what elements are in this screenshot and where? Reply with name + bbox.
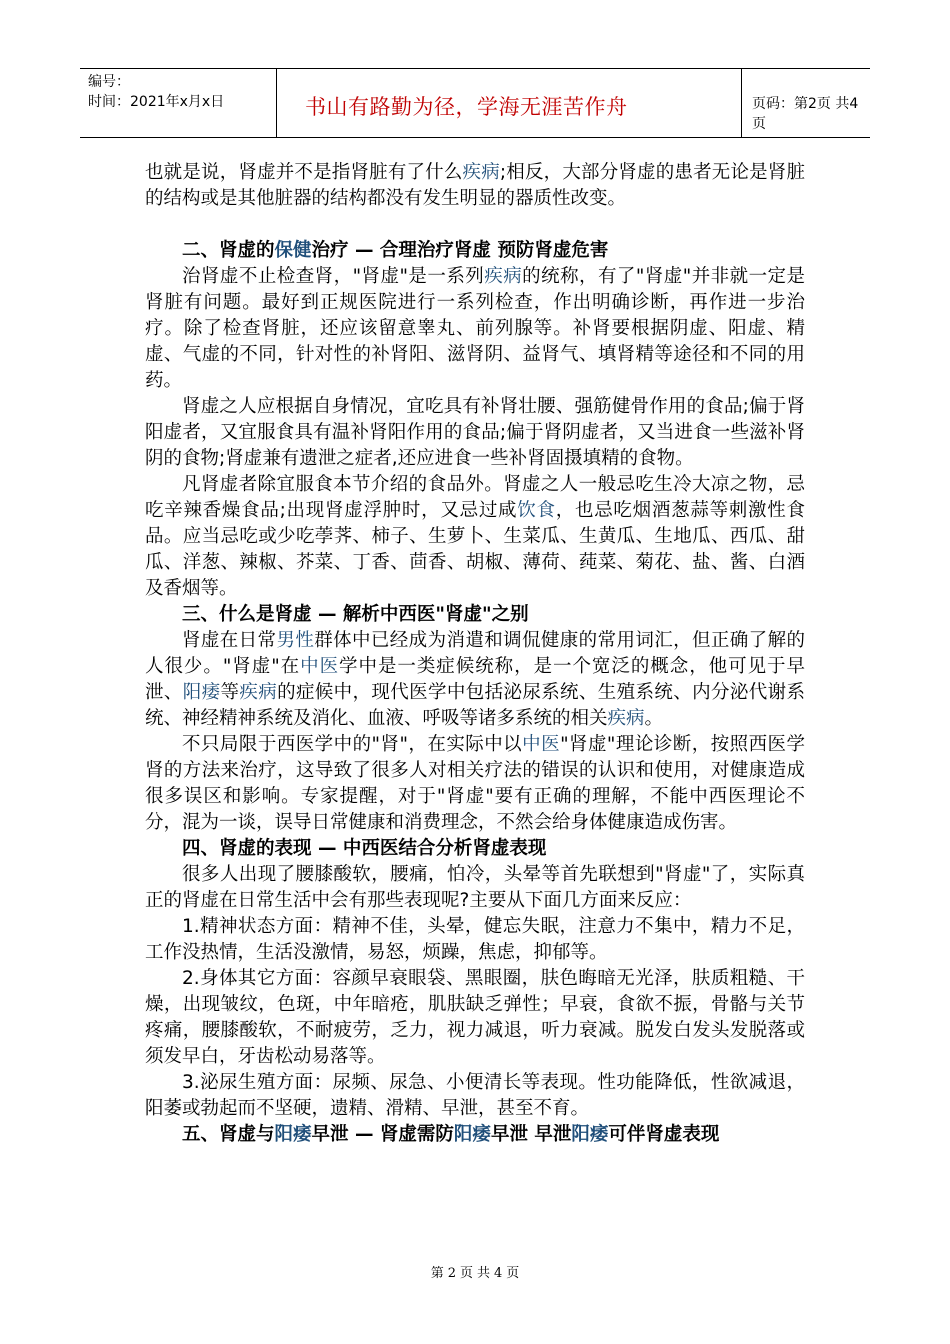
link-impotence[interactable]: 阳痿 xyxy=(453,1124,491,1145)
section-heading-4: 四、肾虚的表现 — 中西医结合分析肾虚表现 xyxy=(182,838,547,859)
text: ;相反，大部分肾虚的患者无论是肾脏的结构或是其他脏器的结构都没有发生明显的器质性改变。 xyxy=(145,162,805,209)
footer-total-pages: 4 xyxy=(494,1266,503,1281)
list-item-1: 1.精神状态方面：精神不佳，头晕，健忘失眠，注意力不集中，精力不足，工作没热情，生活没激情，易怒，烦躁，焦虑，抑郁等。 xyxy=(145,916,805,963)
text: 群体中已经成为消遣和调侃健康的常用词汇，但正确了解的人很少。"肾虚"在 xyxy=(145,630,805,677)
text: 治肾虚不止检查肾，"肾虚"是一系列 xyxy=(182,266,485,287)
text: 二、肾虚的 xyxy=(182,240,275,261)
link-disease[interactable]: 疾病 xyxy=(462,162,500,183)
section-heading-2 xyxy=(145,238,805,264)
link-tcm[interactable]: 中医 xyxy=(522,734,561,755)
text: 的症候中，现代医学中包括泌尿系统、生殖系统、内分泌代谢系统、神经精神系统及消化、血液、呼吸等诸多系统的相关 xyxy=(145,682,805,729)
link-tcm[interactable]: 中医 xyxy=(300,656,340,677)
footer-text: 页 xyxy=(459,1266,473,1281)
text: 凡肾虚者除宜服食本节介绍的食品外。肾虚之人一般忌吃生冷大凉之物，忌吃辛辣香燥食品;出现肾虚浮肿时，又忌过咸 xyxy=(145,474,805,521)
text: 早泄 — 肾虚需防 xyxy=(311,1124,454,1145)
link-impotence[interactable]: 阳痿 xyxy=(182,682,221,703)
footer-page-number: 2 xyxy=(447,1266,456,1281)
paragraph-2 xyxy=(145,264,805,394)
text: 五、肾虚与 xyxy=(182,1124,275,1145)
paragraph-1 xyxy=(145,160,805,212)
paragraph-7: 很多人出现了腰膝酸软，腰痛，怕冷，头晕等首先联想到"肾虚"了，实际真正的肾虚在日常生活中会有那些表现呢?主要从下面几方面来反应： xyxy=(145,864,805,911)
page-header xyxy=(80,68,870,138)
blank-line xyxy=(145,212,805,238)
link-disease[interactable]: 疾病 xyxy=(607,708,645,729)
text: 也就是说，肾虚并不是指肾脏有了什么 xyxy=(145,162,463,183)
text: 不只局限于西医学中的"肾"，在实际中以 xyxy=(182,734,523,755)
link-health-care[interactable]: 保健 xyxy=(274,240,312,261)
text: 可伴肾虚表现 xyxy=(608,1124,720,1145)
page-footer xyxy=(0,1262,950,1281)
link-disease[interactable]: 疾病 xyxy=(239,682,278,703)
list-item-3: 3.泌尿生殖方面：尿频、尿急、小便清长等表现。性功能降低，性欲减退，阳萎或勃起而不坚硬，遗精、滑精、早泄，甚至不育。 xyxy=(145,1072,805,1119)
text: 的统称，有了"肾虚"并非就一定是肾脏有问题。最好到正规医院进行一系列检查，作出明确诊断，再作进一步治疗。除了检查肾脏，还应该留意睾丸、前列腺等。补肾要根据阴虚、阳虚、精虚、气虚的不同，针对性的补肾阳、滋肾阴、益肾气、填肾精等途径和不同的用药。 xyxy=(145,266,805,391)
text: 等 xyxy=(220,682,240,703)
section-heading-5 xyxy=(145,1122,805,1148)
header-page-info: 页码：第2页 共4页 xyxy=(752,96,859,132)
list-item-2: 2.身体其它方面：容颜早衰眼袋、黑眼圈，肤色晦暗无光泽，肤质粗糙、干燥，出现皱纹，色斑，中年暗疮，肌肤缺乏弹性；早衰，食欲不振，骨骼与关节疼痛，腰膝酸软，不耐疲劳，乏力，视力减退，听力衰减。脱发白发头发脱落或须发早白，牙齿松动易落等。 xyxy=(145,968,805,1067)
link-impotence[interactable]: 阳痿 xyxy=(274,1124,312,1145)
text: 肾虚在日常 xyxy=(182,630,277,651)
paragraph-5 xyxy=(145,628,805,732)
section-heading-3: 三、什么是肾虚 — 解析中西医"肾虚"之别 xyxy=(182,604,529,625)
document-code-label: 编号： xyxy=(88,74,130,90)
text: 治疗 — 合理治疗肾虚 预防肾虚危害 xyxy=(311,240,609,261)
paragraph-3: 肾虚之人应根据自身情况，宜吃具有补肾壮腰、强筋健骨作用的食品;偏于肾阳虚者，又宜服食具有温补肾阳作用的食品;偏于肾阴虚者，又当进食一些滋补肾阴的食物;肾虚兼有遗泄之症者,还应进食一些补肾固摄填精的食物。 xyxy=(145,396,805,469)
link-impotence[interactable]: 阳痿 xyxy=(571,1124,609,1145)
text: 早泄 早泄 xyxy=(490,1124,572,1145)
header-motto-cell xyxy=(276,69,742,137)
header-motto: 书山有路勤为径，学海无涯苦作舟 xyxy=(305,95,628,119)
footer-text: 页 xyxy=(506,1266,520,1281)
link-disease[interactable]: 疾病 xyxy=(484,266,523,287)
footer-text: 第 xyxy=(430,1266,444,1281)
text: "肾虚"理论诊断，按照西医学肾的方法来治疗，这导致了很多人对相关疗法的错误的认识和使用，对健康造成很多误区和影响。专家提醒，对于"肾虚"要有正确的理解，不能中西医理论不分，混为一谈，误导日常健康和消费理念，不然会给身体健康造成伤害。 xyxy=(145,734,805,833)
text: 学中是一类症候统称，是一个宽泛的概念，他可见于早泄、 xyxy=(145,656,805,703)
document-body xyxy=(145,160,805,1148)
link-male[interactable]: 男性 xyxy=(276,630,315,651)
document-time: 时间：2021年x月x日 xyxy=(88,94,225,110)
text: 。 xyxy=(644,708,664,729)
footer-text: 共 xyxy=(477,1266,491,1281)
paragraph-4 xyxy=(145,472,805,602)
link-diet[interactable]: 饮食 xyxy=(517,500,556,521)
paragraph-6 xyxy=(145,732,805,836)
text: ，也忌吃烟酒葱蒜等刺激性食品。应当忌吃或少吃荸荠、柿子、生萝卜、生菜瓜、生黄瓜、生地瓜、西瓜、甜瓜、洋葱、辣椒、芥菜、丁香、茴香、胡椒、薄荷、莼菜、菊花、盐、酱、白酒及香烟等。 xyxy=(145,500,805,599)
header-meta xyxy=(88,72,224,112)
